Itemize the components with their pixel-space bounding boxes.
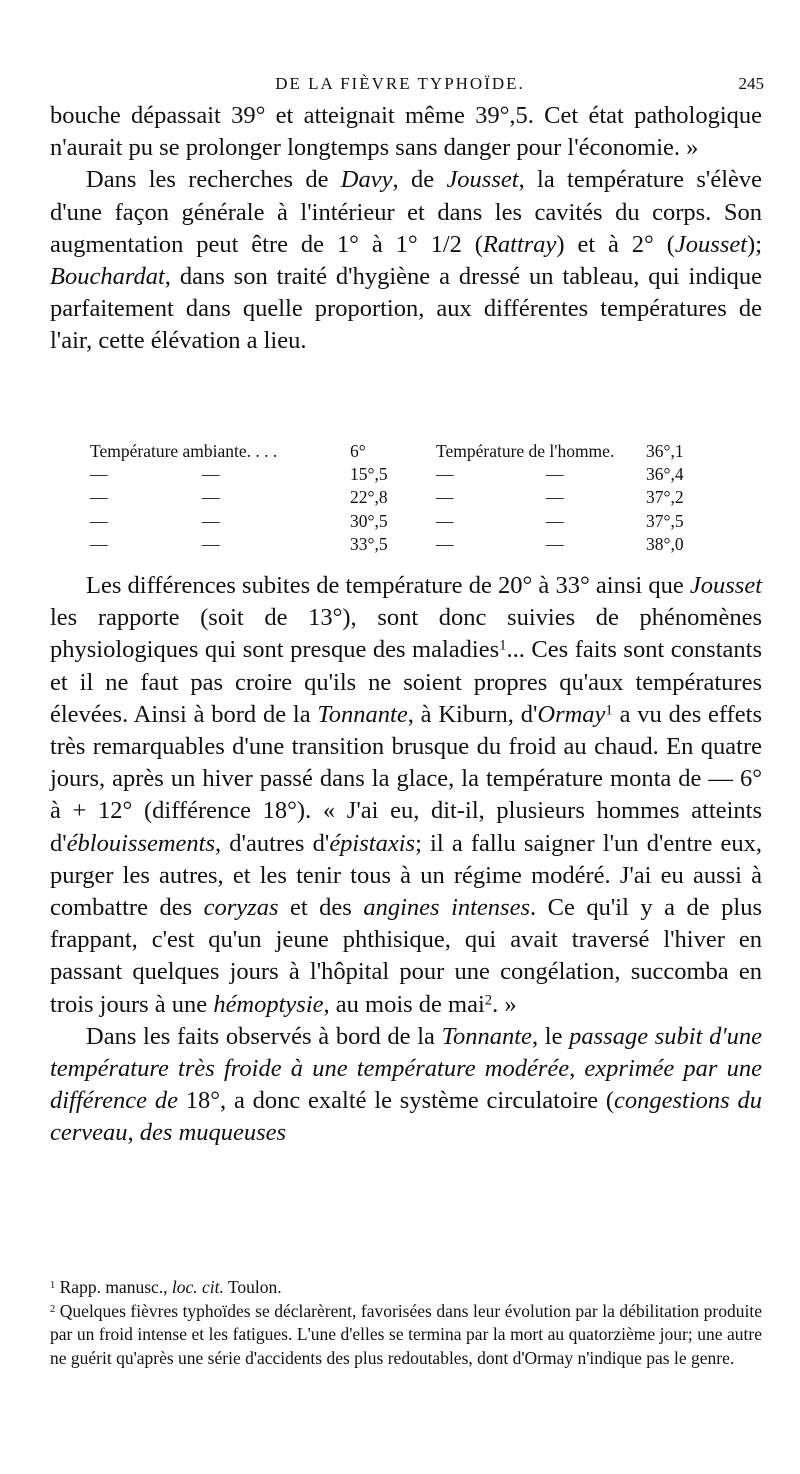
author-bouchardat: Bouchardat bbox=[50, 263, 165, 291]
author-jousset: Jousset bbox=[689, 572, 762, 599]
paragraph-recherches bbox=[50, 164, 762, 357]
table-cell: Température ambiante. . . . bbox=[90, 441, 278, 461]
emphasis-term: coryzas bbox=[203, 894, 279, 922]
author-ormay: Ormay bbox=[537, 700, 606, 728]
footnote-ref[interactable]: 1 bbox=[605, 702, 613, 719]
emphasis-term: épistaxis bbox=[329, 829, 416, 857]
table-cell: — bbox=[90, 510, 108, 531]
temperature-table bbox=[90, 440, 722, 556]
emphasis-phrase: passage subit d'une température très froide à une température modérée, exprimée par une différence de bbox=[50, 1022, 762, 1115]
text-run: ); bbox=[747, 230, 762, 258]
footnote-mark: 1 bbox=[50, 1279, 56, 1291]
table-cell: — bbox=[90, 464, 108, 485]
table-cell: 15°,5 bbox=[350, 464, 388, 485]
footnotes bbox=[50, 1276, 762, 1370]
text-run: a vu des effets très remarquables d'une transition brusque du froid au chaud. En quatre jours, après un hiver passé dans la glace, la température monta de — 6° à + 12° (différence 18°). « J'ai eu, dit-il, plusieurs hommes atteints d' bbox=[50, 700, 763, 857]
text-run: ; il a fallu saigner l'un d'entre eux, purger les autres, et les tenir tous à un régime modéré. J'ai eu aussi à combattre des bbox=[50, 829, 763, 922]
table-cell: — bbox=[436, 487, 454, 508]
text-run: Les différences subites de température de 20° à 33° ainsi que bbox=[86, 572, 690, 599]
emphasis-phrase: congestions du cerveau, des muqueuses bbox=[50, 1087, 762, 1147]
table-cell: 33°,5 bbox=[350, 533, 388, 554]
table-cell: — bbox=[202, 464, 220, 485]
emphasis-term: angines intenses bbox=[363, 894, 530, 922]
table-cell: 36°,1 bbox=[646, 441, 684, 461]
citation-abbrev: loc. cit. bbox=[171, 1277, 224, 1297]
text-run: , d'autres d' bbox=[215, 829, 330, 857]
text-run: , la température s'élève d'une façon générale à l'intérieur et dans les cavités du corps. Son augmentation peut être de 1° à 1° 1/2 ( bbox=[50, 166, 763, 258]
ship-name: Tonnante bbox=[317, 700, 408, 728]
text-run: , à Kiburn, d' bbox=[407, 700, 538, 728]
paragraph-continuation: bouche dépassait 39° et atteignait même 39°,5. Cet état pathologique n'aurait pu se prolonger longtemps sans danger pour l'économie. » bbox=[50, 102, 762, 162]
text-run: les rapporte (soit de 13°), sont donc suivies de phénomènes physiologiques qui sont presque des maladies bbox=[50, 604, 762, 664]
table-cell: — bbox=[202, 487, 220, 508]
table-cell: 30°,5 bbox=[350, 510, 388, 531]
table-cell: — bbox=[90, 487, 108, 508]
footnote-ref[interactable]: 1 bbox=[499, 638, 507, 655]
table-row bbox=[90, 510, 722, 533]
table-cell: — bbox=[546, 510, 564, 531]
text-run: ... Ces faits sont constants et il ne faut pas croire qu'ils ne soient propres qu'aux températures élevées. Ainsi à bord de la bbox=[50, 636, 762, 728]
footnote-mark: 2 bbox=[50, 1303, 56, 1315]
text-run: et des bbox=[278, 894, 364, 922]
author-rattray: Rattray bbox=[482, 230, 557, 258]
ship-name: Tonnante bbox=[441, 1022, 532, 1050]
text-run: Toulon. bbox=[223, 1277, 282, 1297]
table-row bbox=[90, 533, 722, 556]
table-cell: 37°,2 bbox=[646, 487, 684, 508]
footnote-2 bbox=[50, 1300, 762, 1371]
emphasis-term: éblouissements bbox=[66, 829, 216, 857]
table-cell: 38°,0 bbox=[646, 533, 684, 554]
text-run: . » bbox=[492, 990, 517, 1018]
table-cell: — bbox=[436, 533, 454, 554]
text-run: , dans son traité d'hygiène a dressé un tableau, qui indique parfaitement dans quelle proportion, aux différentes températures de l'air, cette élévation a lieu. bbox=[50, 263, 762, 355]
text-run: Dans les recherches de bbox=[86, 166, 341, 194]
table-cell: 6° bbox=[350, 441, 366, 461]
running-title: DE LA FIÈVRE TYPHOÏDE. bbox=[275, 74, 525, 93]
table-row bbox=[90, 486, 722, 509]
text-run: Rapp. manusc., bbox=[55, 1277, 172, 1297]
author-davy: Davy bbox=[340, 166, 393, 194]
table-cell: — bbox=[546, 464, 564, 485]
page-number: 245 bbox=[738, 74, 764, 93]
text-run: 18°, a donc exalté le système circulatoire ( bbox=[177, 1087, 615, 1115]
text-run: , de bbox=[392, 166, 447, 194]
table-cell: Température de l'homme. bbox=[436, 441, 615, 461]
body-text-bottom bbox=[50, 570, 762, 1150]
footnote-1 bbox=[50, 1276, 762, 1300]
author-jousset: Jousset bbox=[674, 230, 748, 258]
table-cell: — bbox=[546, 487, 564, 508]
paragraph-faits-observes bbox=[50, 1021, 762, 1150]
table-cell: 37°,5 bbox=[646, 510, 684, 531]
text-run: , le bbox=[531, 1022, 570, 1050]
table-cell: 22°,8 bbox=[350, 487, 388, 508]
table-cell: — bbox=[202, 510, 220, 531]
table-row bbox=[90, 440, 722, 463]
running-header bbox=[0, 70, 800, 100]
table-cell: — bbox=[546, 533, 564, 554]
footnote-ref[interactable]: 2 bbox=[484, 992, 493, 1009]
table-cell: — bbox=[90, 533, 108, 554]
table-cell: — bbox=[436, 510, 454, 531]
author-jousset: Jousset bbox=[446, 166, 519, 194]
text-run: , au mois de mai bbox=[323, 990, 485, 1018]
emphasis-term: hémoptysie bbox=[213, 990, 324, 1018]
text-run: Quelques fièvres typhoïdes se déclarèrent, favorisées dans leur évolution par la débilitation produite par un froid intense et les fatigues. L'une d'elles se termina par la mort au quatorzième jour; une autre ne guérit qu'après une série d'accidents des plus redoutables, dont d'Ormay n'indique pas le genre. bbox=[50, 1300, 762, 1368]
body-text-top bbox=[50, 100, 762, 358]
text-run: ) et à 2° ( bbox=[556, 230, 675, 258]
table-cell: — bbox=[202, 533, 220, 554]
text-run: Dans les faits observés à bord de la bbox=[86, 1022, 442, 1050]
table-row bbox=[90, 463, 722, 486]
table-cell: — bbox=[436, 464, 454, 485]
text-run: . Ce qu'il y a de plus frappant, c'est qu'un jeune phthisique, qui avait traversé l'hiver en passant quelques jours à l'hôpital pour une congélation, succomba en trois jours à une bbox=[50, 894, 762, 1018]
paragraph-differences bbox=[50, 570, 762, 1021]
table-cell: 36°,4 bbox=[646, 464, 684, 485]
